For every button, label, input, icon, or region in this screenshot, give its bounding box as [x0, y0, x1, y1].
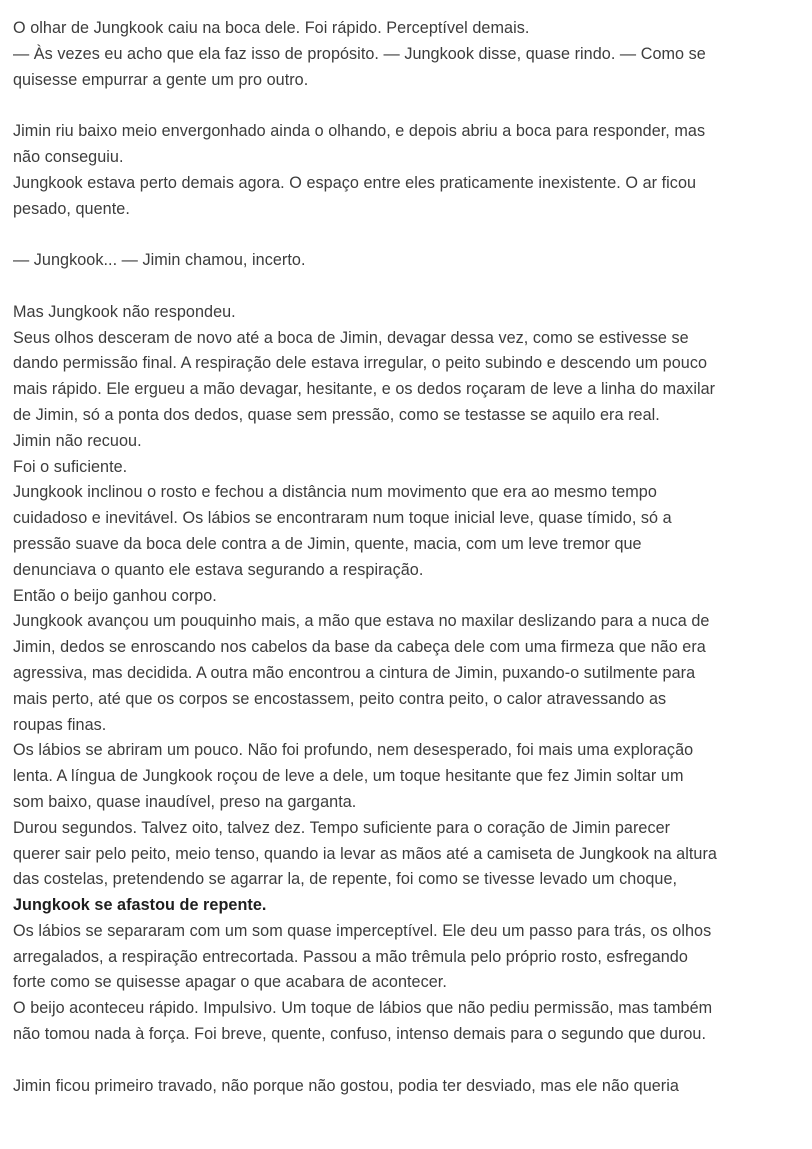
text-line: não tomou nada à força. Foi breve, quente, confuso, intenso demais para o segundo que durou.: [13, 1025, 707, 1044]
text-line: Então o beijo ganhou corpo.: [13, 586, 217, 605]
document-text: [13, 16, 803, 1099]
text-line: agressiva, mas decidida. A outra mão encontrou a cintura de Jimin, puxando-o sutilmente para: [13, 663, 696, 682]
text-line: pressão suave da boca dele contra a de Jimin, quente, macia, com um leve tremor que: [13, 534, 642, 553]
text-line: Jimin não recuou.: [13, 431, 142, 450]
text-line: pesado, quente.: [13, 199, 130, 218]
text-line: O olhar de Jungkook caiu na boca dele. Foi rápido. Perceptível demais.: [13, 19, 530, 37]
text-line: quisesse empurrar a gente um pro outro.: [13, 70, 309, 89]
text-line: Jimin, dedos se enroscando nos cabelos da base da cabeça dele com uma firmeza que não era: [13, 638, 706, 657]
text-line: Jungkook estava perto demais agora. O espaço entre eles praticamente inexistente. O ar ficou: [13, 173, 697, 192]
text-line: Durou segundos. Talvez oito, talvez dez. Tempo suficiente para o coração de Jimin parecer: [13, 818, 671, 837]
text-line: não conseguiu.: [13, 147, 124, 166]
bold-text-line: Jungkook se afastou de repente.: [13, 896, 267, 915]
blank-line: [13, 1048, 803, 1074]
text-line: Mas Jungkook não respondeu.: [13, 302, 236, 321]
text-line: Jungkook avançou um pouquinho mais, a mão que estava no maxilar deslizando para a nuca de: [13, 612, 710, 631]
text-line: Os lábios se abriram um pouco. Não foi profundo, nem desesperado, foi mais uma exploração: [13, 741, 694, 760]
blank-line: [13, 93, 803, 119]
text-line: querer sair pelo peito, meio tenso, quando ia levar as mãos até a camiseta de Jungkook na altura: [13, 844, 717, 863]
text-line: das costelas, pretendendo se agarrar la, de repente, foi como se tivesse levado um choque,: [13, 870, 678, 889]
text-line: forte como se quisesse apagar o que acabara de acontecer.: [13, 973, 447, 992]
text-line: dando permissão final. A respiração dele estava irregular, o peito subindo e descendo um pouco: [13, 354, 708, 373]
text-line: de Jimin, só a ponta dos dedos, quase sem pressão, como se testasse se aquilo era real.: [13, 405, 660, 424]
text-line: Jungkook inclinou o rosto e fechou a distância num movimento que era ao mesmo tempo: [13, 483, 657, 502]
text-line: Seus olhos desceram de novo até a boca de Jimin, devagar dessa vez, como se estivesse se: [13, 328, 689, 347]
text-line: Foi o suficiente.: [13, 457, 128, 476]
text-line: Jimin riu baixo meio envergonhado ainda o olhando, e depois abriu a boca para responder, mas: [13, 122, 706, 141]
text-line: — Às vezes eu acho que ela faz isso de propósito. — Jungkook disse, quase rindo. — Como se: [13, 44, 706, 63]
text-line: Jimin ficou primeiro travado, não porque não gostou, podia ter desviado, mas ele não queria: [13, 1076, 679, 1095]
text-line: denunciava o quanto ele estava segurando a respiração.: [13, 560, 424, 579]
text-line: mais perto, até que os corpos se encostassem, peito contra peito, o calor atravessando as: [13, 689, 667, 708]
text-line: O beijo aconteceu rápido. Impulsivo. Um toque de lábios que não pediu permissão, mas também: [13, 999, 713, 1018]
text-line: lenta. A língua de Jungkook roçou de leve a dele, um toque hesitante que fez Jimin soltar um: [13, 767, 684, 786]
text-line: roupas finas.: [13, 715, 107, 734]
text-line: Os lábios se separaram com um som quase imperceptível. Ele deu um passo para trás, os olhos: [13, 921, 712, 940]
text-line: — Jungkook... — Jimin chamou, incerto.: [13, 251, 306, 270]
text-line: arregalados, a respiração entrecortada. Passou a mão trêmula pelo próprio rosto, esfregando: [13, 947, 688, 966]
blank-line: [13, 274, 803, 300]
text-line: mais rápido. Ele ergueu a mão devagar, hesitante, e os dedos roçaram de leve a linha do maxilar: [13, 380, 716, 399]
text-line: som baixo, quase inaudível, preso na garganta.: [13, 792, 357, 811]
text-line: cuidadoso e inevitável. Os lábios se encontraram num toque inicial leve, quase tímido, só a: [13, 509, 672, 528]
blank-line: [13, 222, 803, 248]
